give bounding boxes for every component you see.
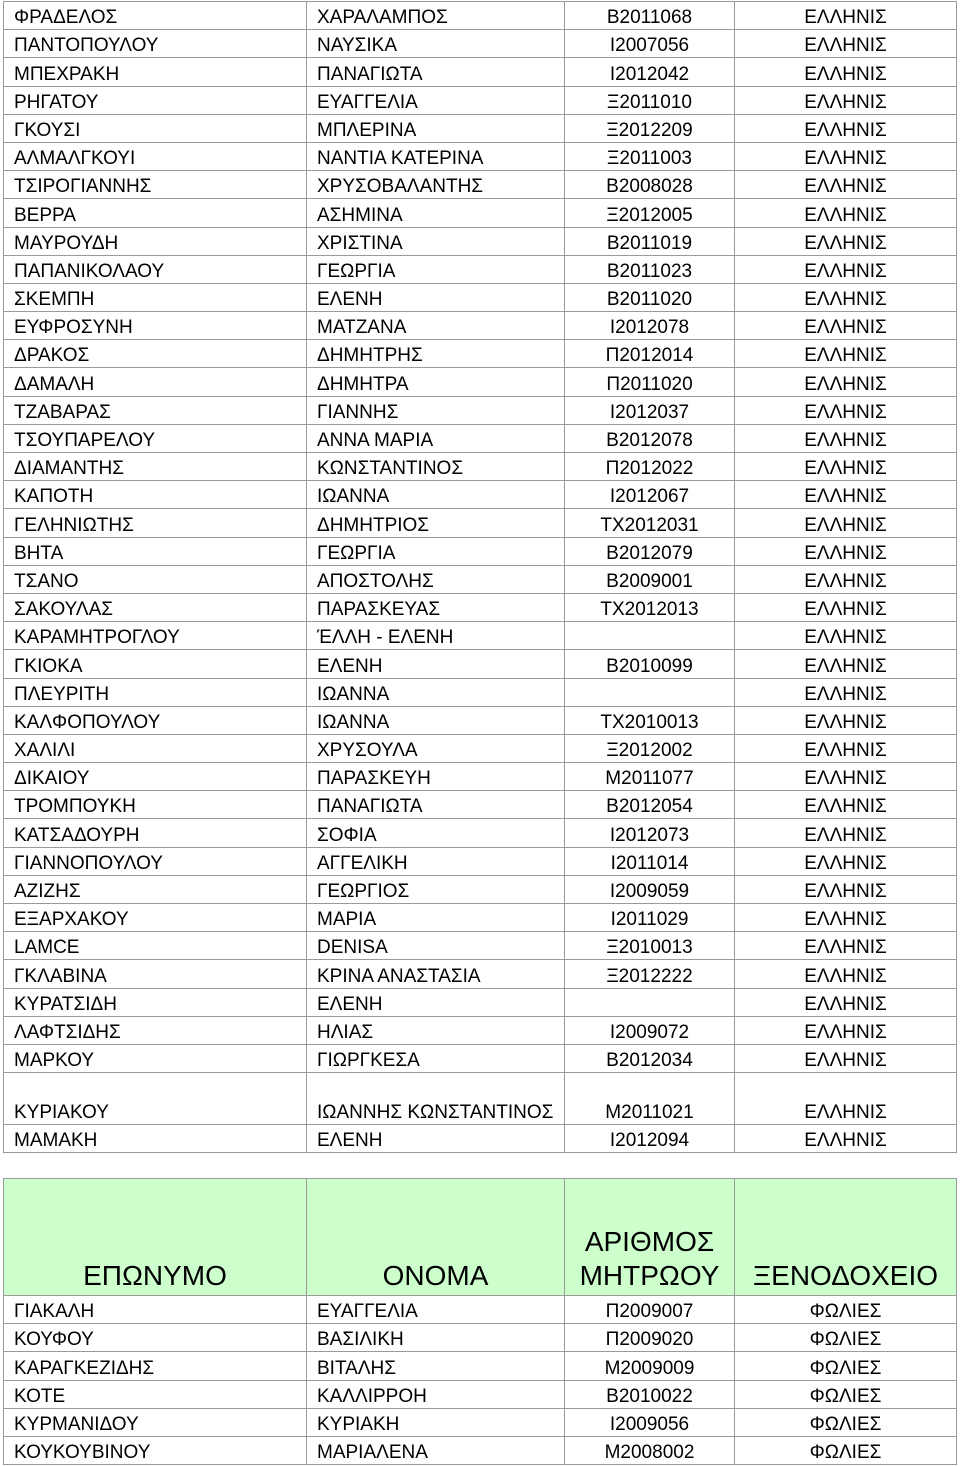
table-row [4,622,957,650]
table-row [4,1125,957,1153]
nationality-cell: ΕΛΛΗΝΙΣ [735,988,957,1016]
table-row [4,1016,957,1044]
registry-number-cell: Ξ2012002 [565,734,735,762]
nationality-cell: ΕΛΛΗΝΙΣ [735,227,957,255]
table-row [4,593,957,621]
name-cell: ΚΩΝΣΤΑΝΤΙΝΟΣ [307,453,565,481]
name-cell: ΝΑΥΣΙΚΑ [307,30,565,58]
name-cell: ΓΕΩΡΓΙΟΣ [307,875,565,903]
name-cell: ΓΙΩΡΓΚΕΣΑ [307,1044,565,1072]
registry-number-cell: Ι2012094 [565,1125,735,1153]
surname-cell: ΚΟΤΕ [4,1380,307,1408]
registry-number-cell: Β2008028 [565,171,735,199]
surname-cell: ΚΟΥΚΟΥΒΙΝΟΥ [4,1436,307,1464]
surname-cell: ΠΑΝΤΟΠΟΥΛΟΥ [4,30,307,58]
nationality-cell: ΕΛΛΗΝΙΣ [735,509,957,537]
surname-cell: ΠΑΠΑΝΙΚΟΛΑΟΥ [4,255,307,283]
nationality-cell: ΕΛΛΗΝΙΣ [735,593,957,621]
registry-number-cell: Ξ2012209 [565,114,735,142]
table-row [4,114,957,142]
table-row [4,734,957,762]
surname-cell: ΚΑΡΑΓΚΕΖΙΔΗΣ [4,1352,307,1380]
name-cell: ΓΙΑΝΝΗΣ [307,396,565,424]
hotel-cell: ΦΩΛΙΕΣ [735,1324,957,1352]
surname-cell: ΓΕΛΗΝΙΩΤΗΣ [4,509,307,537]
surname-cell: ΤΣΑΝΟ [4,565,307,593]
registry-number-cell: Ι2012073 [565,819,735,847]
table-row [4,171,957,199]
table-row [4,509,957,537]
table-row [4,960,957,988]
table-row [4,1436,957,1464]
table-row [4,86,957,114]
surname-cell: ΤΣΙΡΟΓΙΑΝΝΗΣ [4,171,307,199]
students-table-body [4,2,957,1153]
surname-cell: ΓΚΙΟΚΑ [4,650,307,678]
name-cell: ΜΑΤΖΑΝΑ [307,312,565,340]
name-cell: ΔΗΜΗΤΡΑ [307,368,565,396]
registry-number-cell: Ξ2012005 [565,199,735,227]
nationality-cell: ΕΛΛΗΝΙΣ [735,734,957,762]
table-row [4,142,957,170]
table-row [4,988,957,1016]
hotel-table-header-row [4,1179,957,1296]
header-surname: ΕΠΩΝΥΜΟ [4,1179,307,1296]
registry-number-cell: Β2011019 [565,227,735,255]
table-row [4,481,957,509]
registry-number-cell: Ξ2011010 [565,86,735,114]
surname-cell: ΔΑΜΑΛΗ [4,368,307,396]
registry-number-cell: Ι2012037 [565,396,735,424]
registry-number-cell: Μ2011021 [565,1073,735,1125]
table-row [4,706,957,734]
surname-cell: ΜΠΕΧΡΑΚΗ [4,58,307,86]
name-cell: ΕΥΑΓΓΕΛΙΑ [307,86,565,114]
nationality-cell: ΕΛΛΗΝΙΣ [735,424,957,452]
nationality-cell: ΕΛΛΗΝΙΣ [735,171,957,199]
name-cell: ΒΑΣΙΛΙΚΗ [307,1324,565,1352]
hotel-cell: ΦΩΛΙΕΣ [735,1436,957,1464]
table-row [4,227,957,255]
name-cell: ΠΑΝΑΓΙΩΤΑ [307,58,565,86]
nationality-cell: ΕΛΛΗΝΙΣ [735,932,957,960]
name-cell: ΧΑΡΑΛΑΜΠΟΣ [307,2,565,30]
name-cell: ΧΡΥΣΟΥΛΑ [307,734,565,762]
name-cell: ΣΟΦΙΑ [307,819,565,847]
nationality-cell: ΕΛΛΗΝΙΣ [735,763,957,791]
surname-cell: ΚΑΠΟΤΗ [4,481,307,509]
nationality-cell: ΕΛΛΗΝΙΣ [735,396,957,424]
table-row [4,904,957,932]
header-registry-number: ΑΡΙΘΜΟΣ ΜΗΤΡΩΟΥ [565,1179,735,1296]
hotel-cell: ΦΩΛΙΕΣ [735,1296,957,1324]
table-row [4,678,957,706]
registry-number-cell: ΤΧ2010013 [565,706,735,734]
surname-cell: ΓΙΑΚΑΛΗ [4,1296,307,1324]
registry-number-cell: Β2012034 [565,1044,735,1072]
name-cell: ΔΗΜΗΤΡΗΣ [307,340,565,368]
name-cell: ΙΩΑΝΝΑ [307,678,565,706]
table-row [4,453,957,481]
name-cell: ΈΛΛΗ - ΕΛΕΝΗ [307,622,565,650]
surname-cell: ΤΣΟΥΠΑΡΕΛΟΥ [4,424,307,452]
nationality-cell: ΕΛΛΗΝΙΣ [735,368,957,396]
table-row [4,819,957,847]
nationality-cell: ΕΛΛΗΝΙΣ [735,481,957,509]
nationality-cell: ΕΛΛΗΝΙΣ [735,30,957,58]
registry-number-cell: Ι2012042 [565,58,735,86]
nationality-cell: ΕΛΛΗΝΙΣ [735,114,957,142]
name-cell: ΔΗΜΗΤΡΙΟΣ [307,509,565,537]
name-cell: ΠΑΡΑΣΚΕΥΗ [307,763,565,791]
registry-number-cell: Β2010099 [565,650,735,678]
surname-cell: ΧΑΛΙΛΙ [4,734,307,762]
table-row [4,763,957,791]
registry-number-cell: Π2012014 [565,340,735,368]
nationality-cell: ΕΛΛΗΝΙΣ [735,847,957,875]
registry-number-cell [565,988,735,1016]
registry-number-cell: Ι2011029 [565,904,735,932]
registry-number-cell: Ξ2011003 [565,142,735,170]
registry-number-cell: Π2009007 [565,1296,735,1324]
table-row [4,30,957,58]
registry-number-cell: Β2012078 [565,424,735,452]
registry-number-cell: Ι2009056 [565,1408,735,1436]
name-cell: ΚΥΡΙΑΚΗ [307,1408,565,1436]
table-row [4,1380,957,1408]
registry-number-cell: ΤΧ2012031 [565,509,735,537]
nationality-cell: ΕΛΛΗΝΙΣ [735,142,957,170]
nationality-cell: ΕΛΛΗΝΙΣ [735,537,957,565]
registry-number-cell: ΤΧ2012013 [565,593,735,621]
table-row [4,340,957,368]
table-row [4,199,957,227]
name-cell: ΙΩΑΝΝΑ [307,481,565,509]
nationality-cell: ΕΛΛΗΝΙΣ [735,1073,957,1125]
registry-number-cell [565,678,735,706]
registry-number-cell: Μ2011077 [565,763,735,791]
surname-cell: ΓΚΟΥΣΙ [4,114,307,142]
name-cell: ΗΛΙΑΣ [307,1016,565,1044]
nationality-cell: ΕΛΛΗΝΙΣ [735,791,957,819]
registry-number-cell: Π2011020 [565,368,735,396]
table-row [4,58,957,86]
surname-cell: ΛΑΦΤΣΙΔΗΣ [4,1016,307,1044]
table-row [4,847,957,875]
table-row [4,1296,957,1324]
nationality-cell: ΕΛΛΗΝΙΣ [735,199,957,227]
nationality-cell: ΕΛΛΗΝΙΣ [735,340,957,368]
surname-cell: ΣΑΚΟΥΛΑΣ [4,593,307,621]
name-cell: ΧΡΙΣΤΙΝΑ [307,227,565,255]
registry-number-cell: Β2012054 [565,791,735,819]
registry-number-cell: Π2009020 [565,1324,735,1352]
name-cell: ΒΙΤΑΛΗΣ [307,1352,565,1380]
nationality-cell: ΕΛΛΗΝΙΣ [735,622,957,650]
surname-cell: ΚΑΡΑΜΗΤΡΟΓΛΟΥ [4,622,307,650]
nationality-cell: ΕΛΛΗΝΙΣ [735,706,957,734]
nationality-cell: ΕΛΛΗΝΙΣ [735,86,957,114]
name-cell: ΙΩΑΝΝΑ [307,706,565,734]
hotel-cell: ΦΩΛΙΕΣ [735,1408,957,1436]
name-cell: ΚΡΙΝΑ ΑΝΑΣΤΑΣΙΑ [307,960,565,988]
name-cell: ΕΛΕΝΗ [307,988,565,1016]
nationality-cell: ΕΛΛΗΝΙΣ [735,678,957,706]
nationality-cell: ΕΛΛΗΝΙΣ [735,58,957,86]
table-row [4,875,957,903]
table-row [4,565,957,593]
nationality-cell: ΕΛΛΗΝΙΣ [735,565,957,593]
name-cell: ΕΥΑΓΓΕΛΙΑ [307,1296,565,1324]
nationality-cell: ΕΛΛΗΝΙΣ [735,1044,957,1072]
registry-number-cell: Μ2008002 [565,1436,735,1464]
surname-cell: ΒΗΤΑ [4,537,307,565]
name-cell: ΑΝΝΑ ΜΑΡΙΑ [307,424,565,452]
name-cell: ΜΠΛΕΡΙΝΑ [307,114,565,142]
surname-cell: LAMCE [4,932,307,960]
surname-cell: ΚΟΥΦΟΥ [4,1324,307,1352]
name-cell: ΑΓΓΕΛΙΚΗ [307,847,565,875]
header-hotel: ΞΕΝΟΔΟΧΕΙΟ [735,1179,957,1296]
table-row [4,932,957,960]
registry-number-cell: Ξ2012222 [565,960,735,988]
surname-cell: ΦΡΑΔΕΛΟΣ [4,2,307,30]
surname-cell: ΡΗΓΑΤΟΥ [4,86,307,114]
surname-cell: ΕΥΦΡΟΣΥΝΗ [4,312,307,340]
registry-number-cell: Β2009001 [565,565,735,593]
surname-cell: ΜΑΡΚΟΥ [4,1044,307,1072]
registry-number-cell: Μ2009009 [565,1352,735,1380]
header-name: ΟΝΟΜΑ [307,1179,565,1296]
hotel-table-body [4,1179,957,1465]
registry-number-cell: Ι2012067 [565,481,735,509]
registry-number-cell: Π2012022 [565,453,735,481]
registry-number-cell: Ι2007056 [565,30,735,58]
table-row [4,1352,957,1380]
registry-number-cell: Β2010022 [565,1380,735,1408]
surname-cell: ΤΡΟΜΠΟΥΚΗ [4,791,307,819]
registry-number-cell: Ι2011014 [565,847,735,875]
surname-cell: ΑΛΜΑΛΓΚΟΥΙ [4,142,307,170]
name-cell: ΜΑΡΙΑ [307,904,565,932]
registry-number-cell [565,622,735,650]
surname-cell: ΤΖΑΒΑΡΑΣ [4,396,307,424]
table-row [4,312,957,340]
table-row [4,283,957,311]
table-row [4,791,957,819]
table-row [4,2,957,30]
nationality-cell: ΕΛΛΗΝΙΣ [735,255,957,283]
name-cell: ΜΑΡΙΑΛΕΝΑ [307,1436,565,1464]
surname-cell: ΔΡΑΚΟΣ [4,340,307,368]
table-row [4,396,957,424]
name-cell: ΠΑΡΑΣΚΕΥΑΣ [307,593,565,621]
surname-cell: ΒΕΡΡΑ [4,199,307,227]
name-cell: ΙΩΑΝΝΗΣ ΚΩΝΣΤΑΝΤΙΝΟΣ [307,1073,565,1125]
registry-number-cell: Β2011068 [565,2,735,30]
surname-cell: ΚΥΡΜΑΝΙΔΟΥ [4,1408,307,1436]
name-cell: ΚΑΛΛΙΡΡΟΗ [307,1380,565,1408]
registry-number-cell: Ι2012078 [565,312,735,340]
nationality-cell: ΕΛΛΗΝΙΣ [735,904,957,932]
surname-cell: ΠΛΕΥΡΙΤΗ [4,678,307,706]
table-row [4,1408,957,1436]
nationality-cell: ΕΛΛΗΝΙΣ [735,453,957,481]
name-cell: ΑΠΟΣΤΟΛΗΣ [307,565,565,593]
table-row [4,537,957,565]
surname-cell: ΔΙΚΑΙΟΥ [4,763,307,791]
surname-cell: ΣΚΕΜΠΗ [4,283,307,311]
table-row [4,255,957,283]
table-row [4,368,957,396]
name-cell: DENISA [307,932,565,960]
nationality-cell: ΕΛΛΗΝΙΣ [735,819,957,847]
table-row [4,1324,957,1352]
nationality-cell: ΕΛΛΗΝΙΣ [735,283,957,311]
table-row [4,424,957,452]
registry-number-cell: Ι2009072 [565,1016,735,1044]
surname-cell: ΜΑΜΑΚΗ [4,1125,307,1153]
nationality-cell: ΕΛΛΗΝΙΣ [735,2,957,30]
surname-cell: ΓΙΑΝΝΟΠΟΥΛΟΥ [4,847,307,875]
name-cell: ΓΕΩΡΓΙΑ [307,255,565,283]
name-cell: ΕΛΕΝΗ [307,650,565,678]
name-cell: ΕΛΕΝΗ [307,283,565,311]
nationality-cell: ΕΛΛΗΝΙΣ [735,650,957,678]
name-cell: ΧΡΥΣΟΒΑΛΑΝΤΗΣ [307,171,565,199]
surname-cell: ΚΥΡΙΑΚΟΥ [4,1073,307,1125]
nationality-cell: ΕΛΛΗΝΙΣ [735,960,957,988]
nationality-cell: ΕΛΛΗΝΙΣ [735,1016,957,1044]
nationality-cell: ΕΛΛΗΝΙΣ [735,1125,957,1153]
name-cell: ΑΣΗΜΙΝΑ [307,199,565,227]
surname-cell: ΚΑΛΦΟΠΟΥΛΟΥ [4,706,307,734]
hotel-cell: ΦΩΛΙΕΣ [735,1380,957,1408]
nationality-cell: ΕΛΛΗΝΙΣ [735,312,957,340]
registry-number-cell: Ξ2010013 [565,932,735,960]
registry-number-cell: Β2011023 [565,255,735,283]
surname-cell: ΜΑΥΡΟΥΔΗ [4,227,307,255]
students-table [3,1,957,1153]
registry-number-cell: Β2012079 [565,537,735,565]
surname-cell: ΔΙΑΜΑΝΤΗΣ [4,453,307,481]
table-row [4,1044,957,1072]
surname-cell: ΚΥΡΑΤΣΙΔΗ [4,988,307,1016]
surname-cell: ΑΖΙΖΗΣ [4,875,307,903]
name-cell: ΠΑΝΑΓΙΩΤΑ [307,791,565,819]
table-row [4,1073,957,1125]
surname-cell: ΕΞΑΡΧΑΚΟΥ [4,904,307,932]
surname-cell: ΓΚΛΑΒΙΝΑ [4,960,307,988]
name-cell: ΕΛΕΝΗ [307,1125,565,1153]
name-cell: ΓΕΩΡΓΙΑ [307,537,565,565]
registry-number-cell: Β2011020 [565,283,735,311]
table-row [4,650,957,678]
hotel-table [3,1178,957,1465]
hotel-cell: ΦΩΛΙΕΣ [735,1352,957,1380]
registry-number-cell: Ι2009059 [565,875,735,903]
nationality-cell: ΕΛΛΗΝΙΣ [735,875,957,903]
name-cell: ΝΑΝΤΙΑ ΚΑΤΕΡΙΝΑ [307,142,565,170]
surname-cell: ΚΑΤΣΑΔΟΥΡΗ [4,819,307,847]
